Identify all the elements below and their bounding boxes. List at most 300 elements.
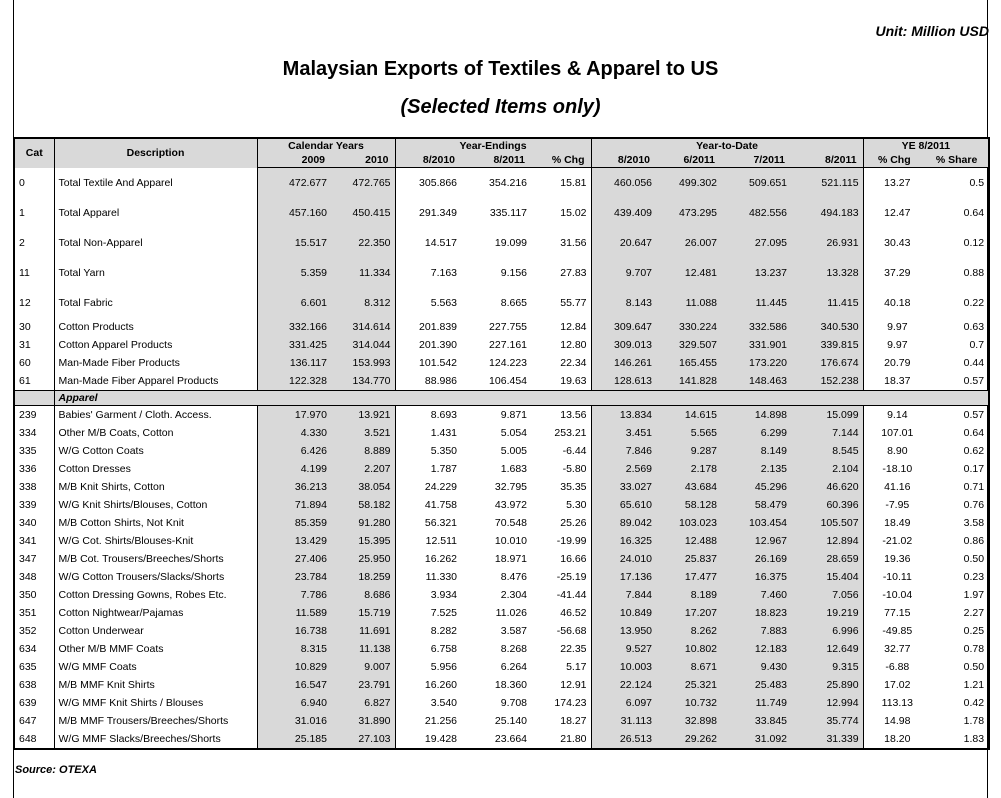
cell-cy-2010: 8.312 [331, 288, 395, 318]
cell-ye-pct-chg: 253.21 [554, 427, 587, 439]
cell-cat: 647 [19, 715, 37, 727]
cell-ye2011-pct-share: 0.17 [963, 463, 985, 475]
table-row [14, 168, 989, 199]
cell-ytd-8-2010: 13.950 [591, 622, 656, 640]
cell-description: W/G MMF Coats [54, 658, 257, 676]
cell-ye2011-pct-share: 0.5 [969, 177, 985, 189]
cell-ye2011-pct-chg: -21.02 [863, 532, 931, 550]
header-cy-2010: 2010 [331, 153, 395, 168]
cell-ytd-8-2010: 17.136 [591, 568, 656, 586]
cell-cy-2010: 314.614 [331, 318, 395, 336]
cell-description: Babies' Garment / Cloth. Access. [54, 406, 257, 425]
cell-cy-2010: 23.791 [331, 676, 395, 694]
cell-ytd-8-2010: 309.647 [591, 318, 656, 336]
cell-ye-pct-chg: 55.77 [560, 297, 587, 309]
cell-ytd-7-2011: 25.483 [721, 676, 791, 694]
cell-ye-8-2010: 8.693 [395, 406, 461, 425]
cell-ytd-7-2011: 13.237 [721, 258, 791, 288]
cell-ye-8-2011: 10.010 [494, 535, 528, 547]
cell-ye-8-2010: 7.525 [395, 604, 461, 622]
cell-ye-pct-chg: 174.23 [554, 697, 587, 709]
cell-ye2011-pct-chg: 30.43 [863, 228, 931, 258]
cell-ye2011-pct-share: 2.27 [963, 607, 985, 619]
cell-ye-8-2011: 335.117 [489, 207, 528, 219]
cell-cat: 339 [19, 499, 37, 511]
cell-ytd-8-2010: 10.849 [591, 604, 656, 622]
cell-ytd-6-2011: 10.802 [656, 640, 721, 658]
cell-description: M/B MMF Trousers/Breeches/Shorts [54, 712, 257, 730]
cell-ye2011-pct-chg: 113.13 [863, 694, 931, 712]
cell-ytd-6-2011: 10.732 [656, 694, 721, 712]
cell-ye2011-pct-chg: 37.29 [863, 258, 931, 288]
cell-ye-8-2010: 16.260 [395, 676, 461, 694]
cell-ye-pct-chg: 35.35 [560, 481, 587, 493]
cell-cy-2009: 31.016 [257, 712, 331, 730]
cell-cat: 338 [19, 481, 37, 493]
cell-ye-8-2010: 8.282 [395, 622, 461, 640]
cell-ye-8-2010: 5.563 [395, 288, 461, 318]
cell-description: M/B Knit Shirts, Cotton [54, 478, 257, 496]
table-row [14, 442, 989, 460]
cell-ye-8-2011: 1.683 [500, 463, 528, 475]
cell-cat: 340 [19, 517, 37, 529]
cell-ye2011-pct-share: 1.78 [963, 715, 985, 727]
cell-cy-2009: 85.359 [257, 514, 331, 532]
cell-cy-2009: 122.328 [257, 372, 331, 391]
cell-ye2011-pct-chg: 8.90 [863, 442, 931, 460]
header-ytd-7-2011: 7/2011 [721, 153, 791, 168]
cell-description: Cotton Nightwear/Pajamas [54, 604, 257, 622]
table-row [14, 676, 989, 694]
cell-cy-2010: 13.921 [331, 406, 395, 425]
cell-cy-2009: 17.970 [257, 406, 331, 425]
cell-ye-pct-chg: 27.83 [560, 267, 587, 279]
cell-ye-8-2010: 101.542 [395, 354, 461, 372]
cell-ytd-7-2011: 11.749 [721, 694, 791, 712]
cell-description: Cotton Dresses [54, 460, 257, 478]
cell-ye-8-2011: 106.454 [489, 375, 528, 387]
cell-ytd-8-2011: 31.339 [791, 730, 863, 749]
cell-ytd-6-2011: 17.207 [656, 604, 721, 622]
header-description: Description [54, 138, 257, 168]
table-row [14, 460, 989, 478]
cell-cy-2010: 8.686 [331, 586, 395, 604]
cell-ye-8-2011: 8.476 [500, 571, 528, 583]
cell-ye-8-2010: 201.390 [395, 336, 461, 354]
cell-ytd-8-2010: 9.527 [591, 640, 656, 658]
header-ye2011-pct-chg: % Chg [863, 153, 931, 168]
cell-ye-8-2010: 5.956 [395, 658, 461, 676]
cell-ye-8-2010: 201.839 [395, 318, 461, 336]
cell-ytd-8-2011: 152.238 [791, 372, 863, 391]
cell-cat: 648 [19, 733, 37, 745]
cell-ye-8-2011: 3.587 [500, 625, 528, 637]
cell-cy-2009: 136.117 [257, 354, 331, 372]
cell-cy-2010: 134.770 [331, 372, 395, 391]
cell-ytd-6-2011: 141.828 [656, 372, 721, 391]
cell-ye2011-pct-share: 0.71 [963, 481, 985, 493]
cell-cy-2010: 3.521 [331, 424, 395, 442]
cell-ye2011-pct-chg: 9.97 [863, 318, 931, 336]
cell-ytd-7-2011: 26.169 [721, 550, 791, 568]
cell-cy-2010: 11.138 [331, 640, 395, 658]
cell-cat: 639 [19, 697, 37, 709]
cell-description: M/B Cot. Trousers/Breeches/Shorts [54, 550, 257, 568]
cell-ye-8-2010: 3.540 [395, 694, 461, 712]
cell-cy-2010: 6.827 [331, 694, 395, 712]
cell-cy-2010: 9.007 [331, 658, 395, 676]
cell-ytd-8-2011: 8.545 [791, 442, 863, 460]
cell-ye2011-pct-share: 0.62 [963, 445, 985, 457]
cell-ytd-8-2010: 9.707 [591, 258, 656, 288]
cell-ye-pct-chg: 5.17 [566, 661, 587, 673]
cell-ytd-6-2011: 8.189 [656, 586, 721, 604]
cell-cy-2010: 58.182 [331, 496, 395, 514]
cell-cat: 348 [19, 571, 37, 583]
cell-ye2011-pct-share: 0.76 [963, 499, 985, 511]
cell-ytd-8-2010: 309.013 [591, 336, 656, 354]
cell-ye2011-pct-share: 0.64 [963, 427, 985, 439]
cell-cy-2009: 331.425 [257, 336, 331, 354]
cell-cat: 2 [19, 237, 25, 249]
cell-ytd-7-2011: 8.149 [721, 442, 791, 460]
cell-description: M/B MMF Knit Shirts [54, 676, 257, 694]
cell-ye2011-pct-share: 1.83 [963, 733, 985, 745]
cell-description: Total Non-Apparel [54, 228, 257, 258]
cell-ytd-6-2011: 12.481 [656, 258, 721, 288]
cell-ytd-8-2011: 105.507 [791, 514, 863, 532]
cell-ytd-7-2011: 2.135 [721, 460, 791, 478]
table-row [14, 568, 989, 586]
cell-ye2011-pct-chg: 18.20 [863, 730, 931, 749]
cell-ye2011-pct-chg: 9.97 [863, 336, 931, 354]
cell-ytd-7-2011: 58.479 [721, 496, 791, 514]
cell-ye2011-pct-chg: 41.16 [863, 478, 931, 496]
cell-ytd-8-2010: 439.409 [591, 198, 656, 228]
cell-ye-pct-chg: 15.81 [560, 177, 587, 189]
cell-ye-8-2011: 8.268 [500, 643, 528, 655]
cell-cat: 638 [19, 679, 37, 691]
cell-description: W/G Cot. Shirts/Blouses-Knit [54, 532, 257, 550]
cell-ytd-6-2011: 165.455 [656, 354, 721, 372]
cell-ytd-6-2011: 11.088 [656, 288, 721, 318]
cell-ytd-7-2011: 148.463 [721, 372, 791, 391]
cell-ye-8-2011: 124.223 [489, 357, 528, 369]
cell-cat: 352 [19, 625, 37, 637]
cell-description: Other M/B MMF Coats [54, 640, 257, 658]
cell-cy-2009: 457.160 [257, 198, 331, 228]
cell-ye2011-pct-share: 0.22 [963, 297, 985, 309]
cell-ye-8-2010: 19.428 [395, 730, 461, 749]
cell-cat: 351 [19, 607, 37, 619]
cell-cy-2010: 8.889 [331, 442, 395, 460]
table-row [14, 406, 989, 425]
cell-description: M/B Cotton Shirts, Not Knit [54, 514, 257, 532]
cell-cy-2009: 5.359 [257, 258, 331, 288]
cell-cat: 11 [19, 267, 30, 279]
cell-ytd-7-2011: 11.445 [721, 288, 791, 318]
cell-cat: 336 [19, 463, 37, 475]
cell-ytd-8-2011: 176.674 [791, 354, 863, 372]
table-row [14, 532, 989, 550]
cell-description: Man-Made Fiber Apparel Products [54, 372, 257, 391]
cell-ytd-6-2011: 43.684 [656, 478, 721, 496]
table-row [14, 640, 989, 658]
cell-ytd-7-2011: 6.299 [721, 424, 791, 442]
cell-ye-8-2011: 19.099 [494, 237, 528, 249]
section-cat-cell [14, 391, 54, 406]
cell-ye2011-pct-chg: 13.27 [863, 168, 931, 199]
cell-ytd-8-2011: 28.659 [791, 550, 863, 568]
source-note: Source: OTEXA [15, 764, 97, 776]
cell-description: Cotton Products [54, 318, 257, 336]
cell-ytd-8-2010: 26.513 [591, 730, 656, 749]
cell-ye2011-pct-share: 0.23 [963, 571, 985, 583]
cell-cy-2010: 38.054 [331, 478, 395, 496]
cell-ytd-7-2011: 12.183 [721, 640, 791, 658]
cell-ytd-8-2011: 339.815 [791, 336, 863, 354]
cell-ye-pct-chg: -6.44 [562, 445, 587, 457]
table-row [14, 288, 989, 318]
cell-ye2011-pct-share: 0.57 [963, 409, 985, 421]
cell-ytd-8-2010: 31.113 [591, 712, 656, 730]
header-ytd-6-2011: 6/2011 [656, 153, 721, 168]
table-row [14, 586, 989, 604]
cell-ytd-6-2011: 8.262 [656, 622, 721, 640]
cell-cy-2009: 71.894 [257, 496, 331, 514]
cell-ye-pct-chg: 18.27 [560, 715, 587, 727]
cell-ytd-8-2011: 35.774 [791, 712, 863, 730]
cell-ye2011-pct-share: 1.21 [963, 679, 985, 691]
cell-ytd-8-2011: 340.530 [791, 318, 863, 336]
cell-ye-8-2011: 18.971 [494, 553, 528, 565]
cell-ytd-8-2011: 2.104 [791, 460, 863, 478]
cell-cat: 1 [19, 207, 25, 219]
cell-ye-8-2011: 9.708 [500, 697, 528, 709]
cell-ytd-7-2011: 331.901 [721, 336, 791, 354]
cell-ye-pct-chg: 12.91 [560, 679, 587, 691]
cell-cy-2010: 472.765 [331, 168, 395, 199]
cell-cy-2009: 23.784 [257, 568, 331, 586]
cell-description: Cotton Dressing Gowns, Robes Etc. [54, 586, 257, 604]
table-row [14, 228, 989, 258]
cell-ye-8-2010: 291.349 [395, 198, 461, 228]
cell-ye-8-2011: 6.264 [500, 661, 528, 673]
cell-ytd-6-2011: 9.287 [656, 442, 721, 460]
cell-ye2011-pct-share: 0.50 [963, 661, 985, 673]
cell-ye2011-pct-share: 0.78 [963, 643, 985, 655]
cell-cat: 635 [19, 661, 37, 673]
cell-ye2011-pct-share: 0.50 [963, 553, 985, 565]
cell-ytd-6-2011: 29.262 [656, 730, 721, 749]
header-calendar-years: Calendar Years [257, 138, 395, 153]
cell-ye-8-2010: 21.256 [395, 712, 461, 730]
cell-cy-2010: 11.334 [331, 258, 395, 288]
cell-ye-pct-chg: -5.80 [562, 463, 587, 475]
cell-ye-8-2011: 227.755 [489, 321, 528, 333]
cell-ye-pct-chg: 19.63 [560, 375, 587, 387]
cell-ye2011-pct-chg: 20.79 [863, 354, 931, 372]
cell-ye-8-2010: 7.163 [395, 258, 461, 288]
cell-cy-2009: 25.185 [257, 730, 331, 749]
cell-ytd-7-2011: 509.651 [721, 168, 791, 199]
cell-ye2011-pct-chg: -6.88 [863, 658, 931, 676]
cell-ye2011-pct-share: 0.57 [963, 375, 985, 387]
cell-ye-8-2011: 2.304 [500, 589, 528, 601]
table-row [14, 478, 989, 496]
table-row [14, 694, 989, 712]
cell-ytd-6-2011: 58.128 [656, 496, 721, 514]
cell-ye2011-pct-share: 0.12 [963, 237, 985, 249]
cell-cat: 341 [19, 535, 37, 547]
cell-ye-8-2010: 305.866 [395, 168, 461, 199]
section-label: Apparel [54, 391, 989, 406]
header-cat: Cat [14, 138, 54, 168]
header-ye-pct-chg: % Chg [531, 153, 591, 168]
cell-cy-2009: 6.940 [257, 694, 331, 712]
cell-ytd-8-2011: 12.994 [791, 694, 863, 712]
cell-cy-2009: 10.829 [257, 658, 331, 676]
cell-ytd-8-2010: 460.056 [591, 168, 656, 199]
cell-description: Total Fabric [54, 288, 257, 318]
table-row [14, 372, 989, 391]
header-year-endings: Year-Endings [395, 138, 591, 153]
cell-ye-pct-chg: 5.30 [566, 499, 587, 511]
cell-ytd-7-2011: 18.823 [721, 604, 791, 622]
cell-ytd-8-2010: 3.451 [591, 424, 656, 442]
cell-ye-8-2011: 23.664 [494, 733, 528, 745]
cell-ye-pct-chg: 16.66 [560, 553, 587, 565]
cell-cy-2010: 15.395 [331, 532, 395, 550]
cell-cy-2010: 31.890 [331, 712, 395, 730]
header-cy-2009: 2009 [257, 153, 331, 168]
unit-label: Unit: Million USD [875, 23, 989, 39]
table-row [14, 198, 989, 228]
cell-ye2011-pct-chg: -18.10 [863, 460, 931, 478]
cell-ytd-7-2011: 7.460 [721, 586, 791, 604]
cell-cy-2010: 2.207 [331, 460, 395, 478]
table-row [14, 354, 989, 372]
cell-ye2011-pct-chg: 12.47 [863, 198, 931, 228]
cell-ye-8-2010: 24.229 [395, 478, 461, 496]
cell-ytd-8-2011: 26.931 [791, 228, 863, 258]
cell-ytd-7-2011: 12.967 [721, 532, 791, 550]
cell-ytd-8-2011: 6.996 [791, 622, 863, 640]
cell-ye2011-pct-chg: -10.04 [863, 586, 931, 604]
cell-cy-2009: 16.738 [257, 622, 331, 640]
cell-ye-8-2011: 32.795 [494, 481, 528, 493]
cell-ytd-8-2010: 128.613 [591, 372, 656, 391]
cell-cy-2009: 472.677 [257, 168, 331, 199]
cell-ye-8-2010: 11.330 [395, 568, 461, 586]
table-row [14, 318, 989, 336]
cell-description: W/G MMF Knit Shirts / Blouses [54, 694, 257, 712]
cell-ytd-6-2011: 499.302 [656, 168, 721, 199]
cell-ye-pct-chg: 25.26 [560, 517, 587, 529]
cell-ye2011-pct-chg: 19.36 [863, 550, 931, 568]
cell-ytd-7-2011: 16.375 [721, 568, 791, 586]
cell-ye2011-pct-share: 0.63 [963, 321, 985, 333]
cell-cy-2009: 11.589 [257, 604, 331, 622]
cell-ytd-6-2011: 12.488 [656, 532, 721, 550]
cell-description: W/G Knit Shirts/Blouses, Cotton [54, 496, 257, 514]
header-year-to-date: Year-to-Date [591, 138, 863, 153]
cell-ytd-8-2010: 22.124 [591, 676, 656, 694]
cell-ye2011-pct-share: 3.58 [963, 517, 985, 529]
table-row [14, 336, 989, 354]
table-row [14, 658, 989, 676]
cell-ye-8-2011: 9.871 [500, 409, 528, 421]
cell-cy-2010: 27.103 [331, 730, 395, 749]
cell-ytd-6-2011: 5.565 [656, 424, 721, 442]
cell-ye2011-pct-chg: 40.18 [863, 288, 931, 318]
cell-ye-8-2011: 227.161 [489, 339, 528, 351]
cell-cat: 634 [19, 643, 37, 655]
table-row [14, 730, 989, 749]
cell-ytd-7-2011: 7.883 [721, 622, 791, 640]
cell-ye-pct-chg: 15.02 [560, 207, 587, 219]
cell-ytd-8-2010: 65.610 [591, 496, 656, 514]
cell-ytd-8-2011: 60.396 [791, 496, 863, 514]
cell-ytd-8-2010: 6.097 [591, 694, 656, 712]
cell-ye2011-pct-chg: 17.02 [863, 676, 931, 694]
cell-ye-8-2010: 6.758 [395, 640, 461, 658]
cell-ye2011-pct-chg: 77.15 [863, 604, 931, 622]
cell-ye2011-pct-share: 0.44 [963, 357, 985, 369]
cell-cy-2010: 22.350 [331, 228, 395, 258]
cell-ytd-8-2011: 15.099 [791, 406, 863, 425]
cell-ytd-8-2011: 521.115 [791, 168, 863, 199]
cell-ye-8-2010: 1.431 [395, 424, 461, 442]
cell-ytd-6-2011: 103.023 [656, 514, 721, 532]
table-row [14, 514, 989, 532]
cell-description: Total Textile And Apparel [54, 168, 257, 199]
cell-ytd-8-2010: 16.325 [591, 532, 656, 550]
page-title: Malaysian Exports of Textiles & Apparel to US [282, 58, 719, 80]
cell-ye2011-pct-chg: -49.85 [863, 622, 931, 640]
cell-ye-8-2011: 354.216 [489, 177, 528, 189]
cell-ytd-8-2010: 20.647 [591, 228, 656, 258]
cell-ye2011-pct-chg: 14.98 [863, 712, 931, 730]
cell-ytd-8-2011: 9.315 [791, 658, 863, 676]
cell-cat: 239 [19, 409, 37, 421]
cell-cy-2009: 332.166 [257, 318, 331, 336]
cell-ytd-6-2011: 2.178 [656, 460, 721, 478]
cell-cy-2009: 4.330 [257, 424, 331, 442]
cell-ye-8-2011: 5.005 [500, 445, 528, 457]
cell-ytd-8-2011: 11.415 [791, 288, 863, 318]
cell-ytd-6-2011: 25.321 [656, 676, 721, 694]
cell-cat: 0 [19, 176, 25, 189]
cell-ye-pct-chg: -41.44 [556, 589, 587, 601]
cell-ytd-8-2011: 15.404 [791, 568, 863, 586]
cell-ytd-8-2011: 25.890 [791, 676, 863, 694]
cell-ye2011-pct-share: 0.86 [963, 535, 985, 547]
cell-cy-2010: 18.259 [331, 568, 395, 586]
cell-ye2011-pct-share: 0.25 [963, 625, 985, 637]
cell-ytd-8-2011: 19.219 [791, 604, 863, 622]
cell-ye-8-2011: 25.140 [494, 715, 528, 727]
cell-cy-2009: 4.199 [257, 460, 331, 478]
cell-cat: 61 [19, 375, 31, 387]
cell-ytd-8-2011: 494.183 [791, 198, 863, 228]
cell-ytd-8-2010: 7.844 [591, 586, 656, 604]
cell-cy-2010: 450.415 [331, 198, 395, 228]
cell-cy-2009: 16.547 [257, 676, 331, 694]
cell-ye-8-2010: 14.517 [395, 228, 461, 258]
cell-ytd-8-2011: 46.620 [791, 478, 863, 496]
cell-cy-2010: 91.280 [331, 514, 395, 532]
